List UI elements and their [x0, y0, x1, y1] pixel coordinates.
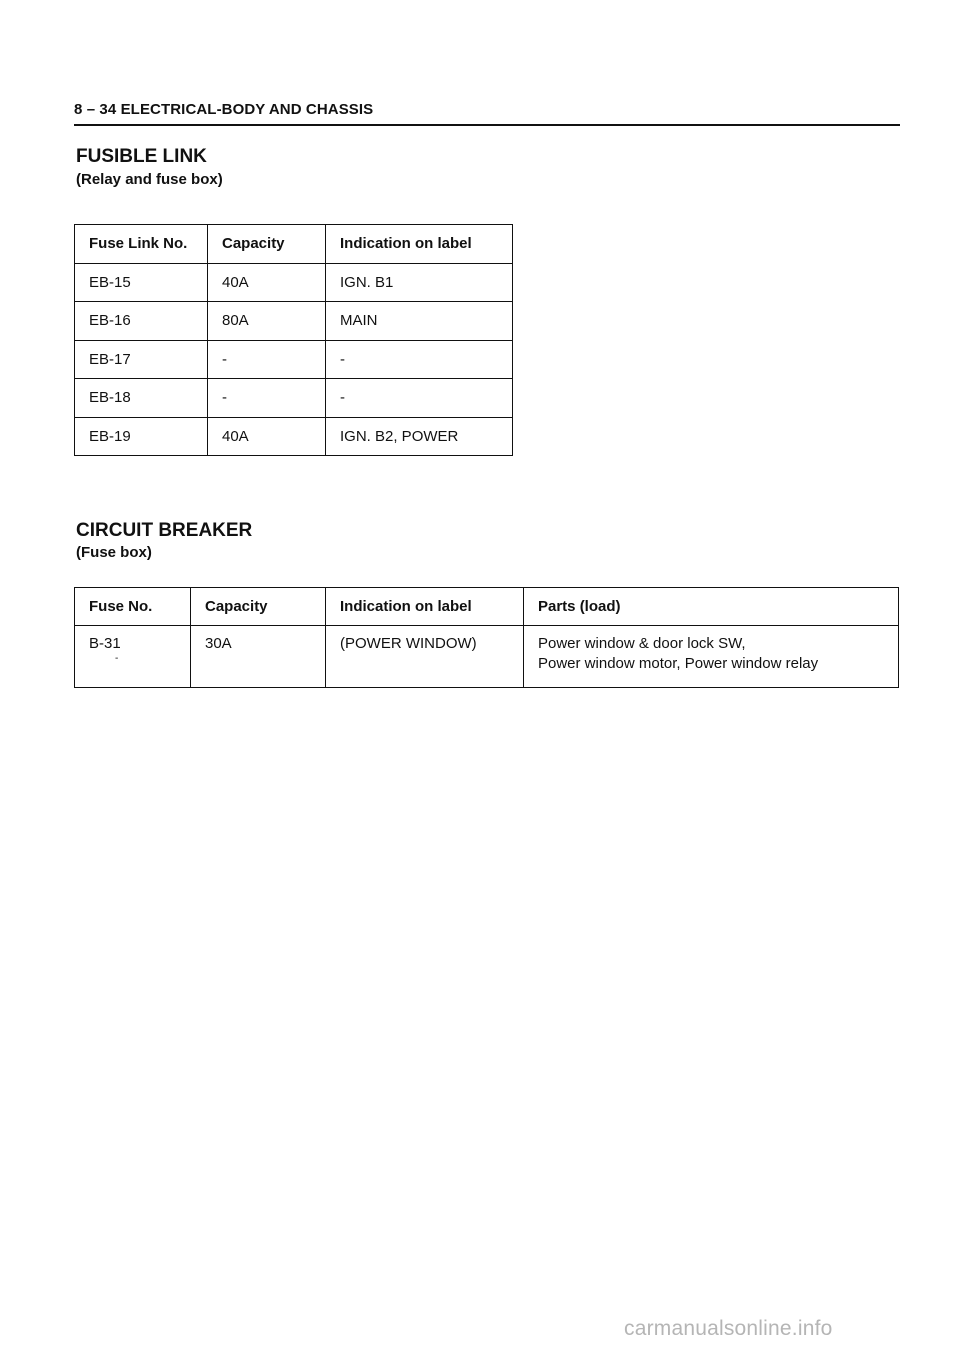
table-row [75, 302, 513, 341]
parts-line-2: Power window motor, Power window relay [538, 655, 819, 672]
capacity-value: 30A [205, 635, 232, 652]
fusible-link-table [74, 224, 513, 456]
circuit-breaker-title: CIRCUIT BREAKER [76, 520, 253, 541]
column-header-fuse-no: Fuse No. [75, 588, 191, 626]
parts-line-1: Power window & door lock SW, [538, 635, 746, 652]
fusible-link-subtitle: (Relay and fuse box) [76, 171, 223, 188]
cell-capacity: 80A [208, 302, 326, 341]
fusible-link-title: FUSIBLE LINK [76, 146, 207, 167]
header-rule [74, 124, 900, 126]
column-header-indication: Indication on label [326, 225, 513, 264]
cell-capacity [191, 626, 326, 688]
cell-fuse-link-no: EB-17 [75, 340, 208, 379]
column-header-indication: Indication on label [326, 588, 524, 626]
circuit-breaker-subtitle: (Fuse box) [76, 544, 152, 561]
cell-fuse-link-no: EB-16 [75, 302, 208, 341]
cell-fuse-link-no: EB-15 [75, 263, 208, 302]
cell-capacity: 40A [208, 263, 326, 302]
table-header-row [75, 588, 899, 626]
cell-indication: IGN. B2, POWER [326, 417, 513, 456]
cell-indication [326, 626, 524, 688]
cell-fuse-link-no: EB-19 [75, 417, 208, 456]
fuse-no-mark: - [115, 653, 119, 664]
cell-capacity: - [208, 340, 326, 379]
table-row [75, 417, 513, 456]
cell-fuse-no [75, 626, 191, 688]
column-header-capacity: Capacity [208, 225, 326, 264]
cell-capacity: - [208, 379, 326, 418]
circuit-breaker-table [74, 587, 899, 688]
table-header-row [75, 225, 513, 264]
column-header-capacity: Capacity [191, 588, 326, 626]
table-row [75, 626, 899, 688]
column-header-fuse-link-no: Fuse Link No. [75, 225, 208, 264]
cell-indication: - [326, 379, 513, 418]
watermark-text: carmanualsonline.info [624, 1317, 833, 1340]
table-row [75, 379, 513, 418]
page-header: 8 – 34 ELECTRICAL-BODY AND CHASSIS [74, 101, 374, 118]
table-row [75, 263, 513, 302]
indication-value: (POWER WINDOW) [340, 635, 477, 652]
table-row [75, 340, 513, 379]
column-header-parts-load: Parts (load) [524, 588, 899, 626]
fuse-no-value: B-31 [89, 635, 121, 652]
cell-fuse-link-no: EB-18 [75, 379, 208, 418]
cell-indication: IGN. B1 [326, 263, 513, 302]
cell-indication: - [326, 340, 513, 379]
cell-indication: MAIN [326, 302, 513, 341]
cell-capacity: 40A [208, 417, 326, 456]
cell-parts-load [524, 626, 899, 688]
